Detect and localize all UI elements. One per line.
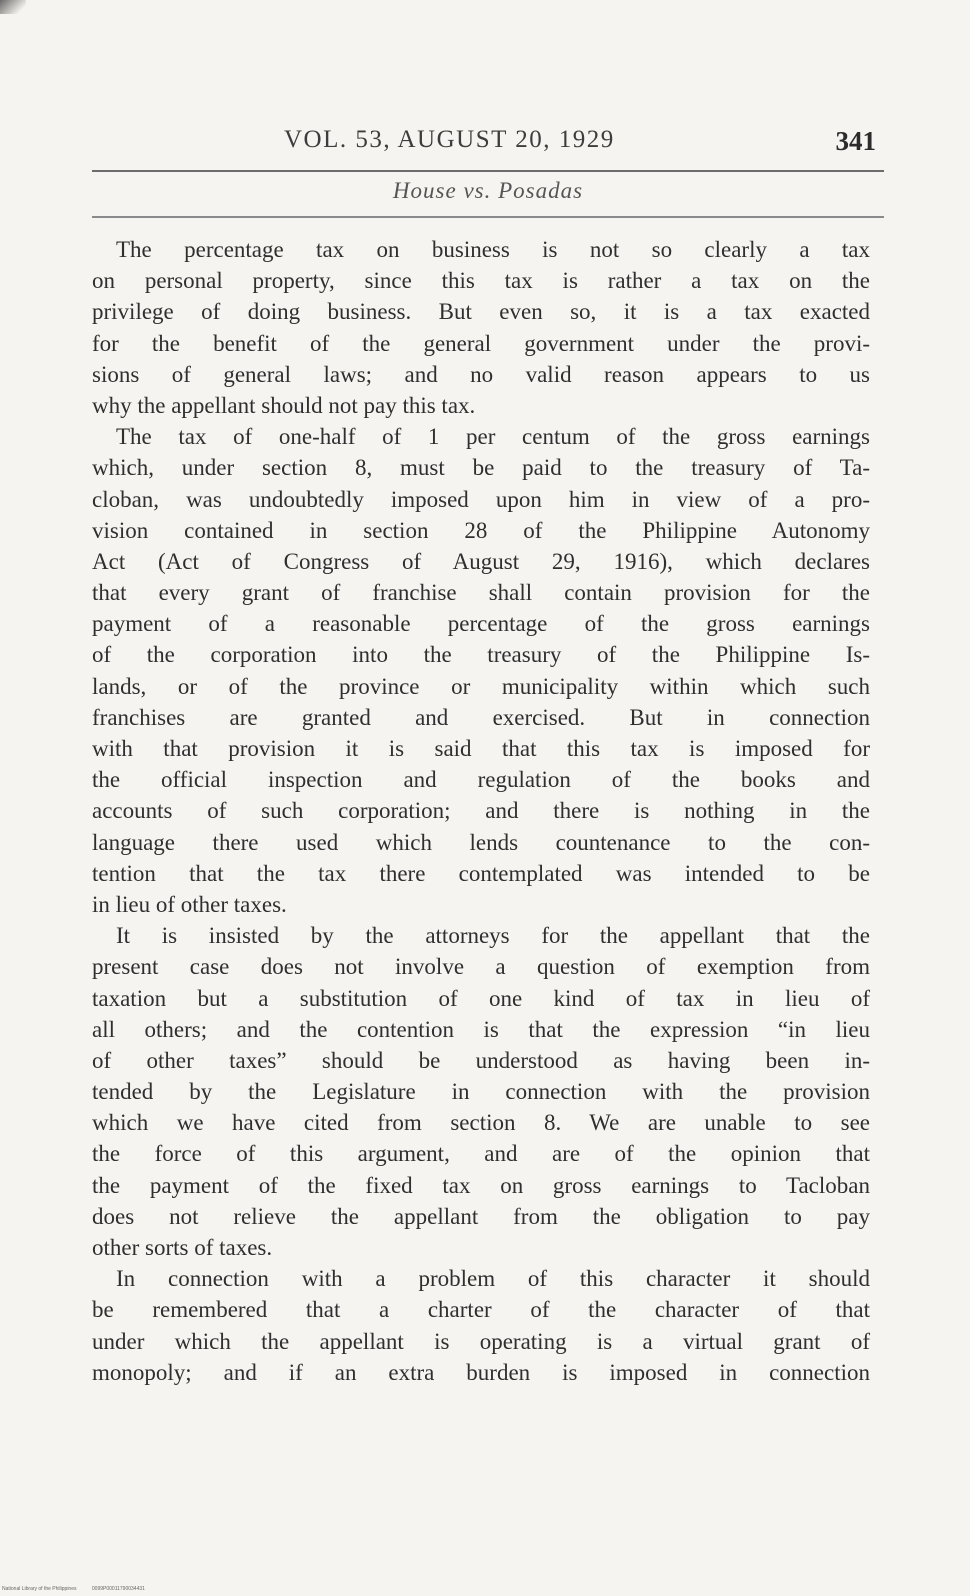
text-line: The percentage tax on business is not so clearly a tax xyxy=(116,237,870,262)
text-line: It is insisted by the attorneys for the appellant that the xyxy=(116,923,870,949)
text-line: does not relieve the appellant from the obligation to pay xyxy=(92,1203,870,1229)
page-number: 341 xyxy=(835,126,876,156)
text-line: Act (Act of Congress of August 29, 1916), which declares xyxy=(92,548,870,574)
library-name: National Library of the Philippines xyxy=(2,1586,77,1592)
text-line: the official inspection and regulation of the books and xyxy=(92,767,870,793)
header-rule-top xyxy=(92,170,884,172)
text-line: other sorts of taxes. xyxy=(92,1235,273,1260)
text-line: for the benefit of the general government under the provi- xyxy=(92,330,870,356)
scan-footer-imprint xyxy=(2,1586,159,1592)
text-line: be remembered that a charter of the character of that xyxy=(92,1297,870,1323)
text-line: tention that the tax there contemplated was intended to be xyxy=(92,860,870,886)
case-title: House vs. Posadas xyxy=(392,178,584,203)
text-line: sions of general laws; and no valid reason appears to us xyxy=(92,361,870,387)
text-line: accounts of such corporation; and there is nothing in the xyxy=(92,798,870,824)
text-line: the payment of the fixed tax on gross earnings to Tacloban xyxy=(92,1172,870,1198)
text-line: In connection with a problem of this character it should xyxy=(116,1266,870,1292)
record-id: 0099P00011790034431 xyxy=(91,1586,145,1592)
text-line: privilege of doing business. But even so, it is a tax exacted xyxy=(92,299,870,325)
text-line: vision contained in section 28 of the Philippine Autonomy xyxy=(92,517,870,543)
text-line: language there used which lends countenance to the con- xyxy=(92,829,870,855)
text-line: all others; and the contention is that the expression “in lieu xyxy=(92,1016,870,1042)
text-line: franchises are granted and exercised. But in connection xyxy=(92,704,870,730)
scan-corner-shadow xyxy=(0,0,26,14)
text-line: monopoly; and if an extra burden is imposed in connection xyxy=(92,1359,870,1385)
running-title: VOL. 53, AUGUST 20, 1929 xyxy=(284,126,615,153)
text-line: of other taxes” should be understood as having been in- xyxy=(92,1047,870,1073)
text-line: with that provision it is said that this tax is imposed for xyxy=(92,736,870,761)
text-line: on personal property, since this tax is rather a tax on the xyxy=(92,268,870,294)
running-header xyxy=(92,120,882,164)
text-line: The tax of one-half of 1 per centum of the gross earnings xyxy=(116,424,870,450)
text-line: which, under section 8, must be paid to the treasury of Ta- xyxy=(92,455,870,481)
text-line: present case does not involve a question of exemption from xyxy=(92,954,870,980)
text-line: under which the appellant is operating is a virtual grant of xyxy=(92,1328,870,1354)
text-line: in lieu of other taxes. xyxy=(92,891,287,917)
text-line: that every grant of franchise shall contain provision for the xyxy=(92,580,870,606)
header-rule-bottom xyxy=(92,216,884,218)
text-line: taxation but a substitution of one kind of tax in lieu of xyxy=(92,985,870,1011)
body-text xyxy=(92,234,870,1388)
text-line: the force of this argument, and are of the opinion that xyxy=(92,1141,870,1167)
text-line: lands, or of the province or municipality within which such xyxy=(92,673,870,699)
text-line: cloban, was undoubtedly imposed upon him in view of a pro- xyxy=(92,486,870,512)
text-line: tended by the Legislature in connection with the provision xyxy=(92,1079,870,1105)
text-line: of the corporation into the treasury of the Philippine Is- xyxy=(92,642,870,668)
text-line: payment of a reasonable percentage of the gross earnings xyxy=(92,611,870,637)
text-line: which we have cited from section 8. We are unable to see xyxy=(92,1110,870,1136)
text-line: why the appellant should not pay this tax. xyxy=(92,392,476,418)
